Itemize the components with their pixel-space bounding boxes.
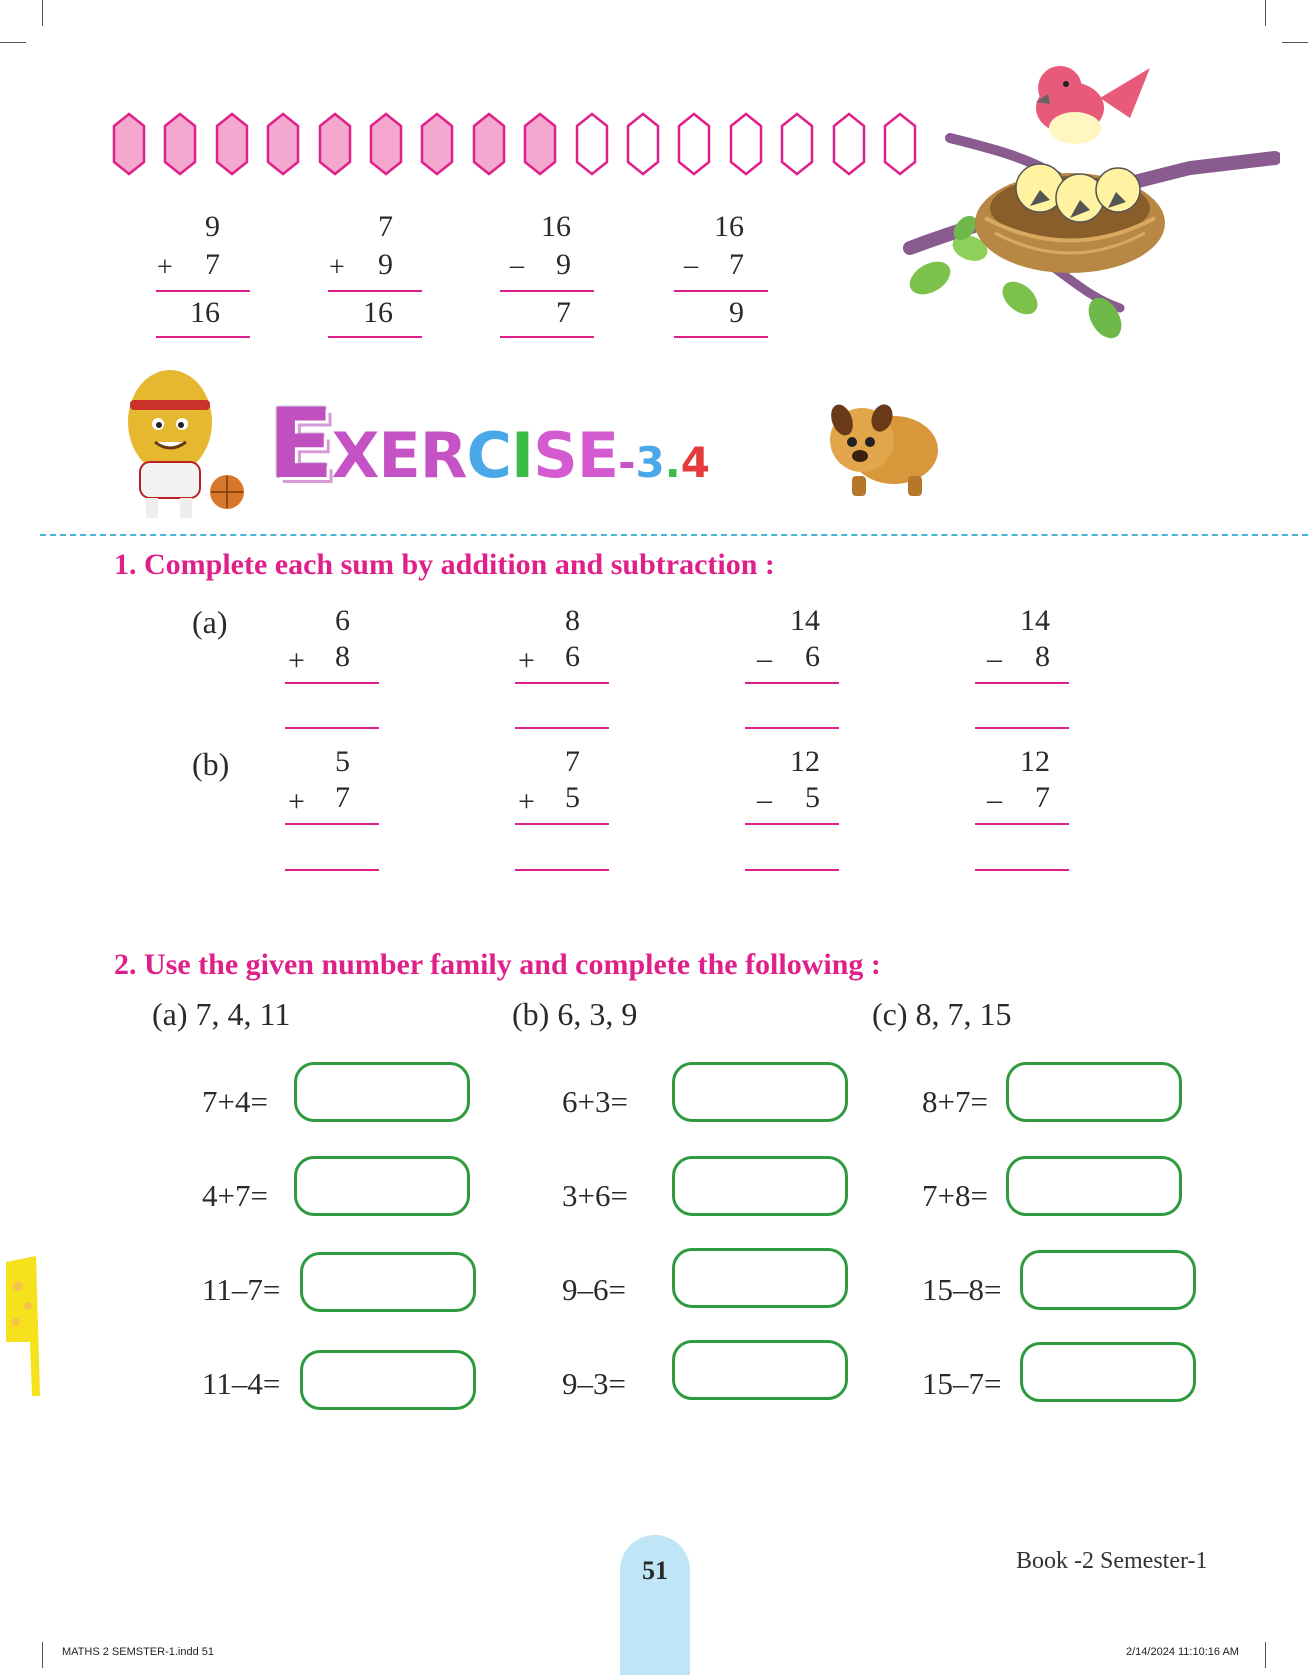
example-operator: –: [510, 250, 524, 281]
problem-line: [745, 682, 839, 684]
crop-mark: [1282, 42, 1308, 43]
dog-toy-icon: [822, 398, 942, 503]
example-line: [674, 290, 768, 292]
problem-top: 6: [335, 604, 350, 637]
equation-label: 11–4=: [202, 1366, 281, 1401]
example-bottom: 7: [729, 248, 744, 281]
exercise-title-letter: E: [378, 419, 420, 492]
mascot-character-icon: [110, 362, 245, 522]
answer-line[interactable]: [975, 727, 1069, 729]
example-result: 16: [363, 296, 393, 329]
exercise-number-part: -: [618, 438, 636, 487]
crop-mark: [1265, 1642, 1266, 1668]
hexagon-empty: [832, 112, 866, 176]
answer-box[interactable]: [294, 1156, 470, 1216]
side-tab-icon: [6, 1256, 42, 1396]
problem-top: 14: [1020, 604, 1050, 637]
answer-line[interactable]: [745, 727, 839, 729]
problem-bottom: 5: [805, 781, 820, 814]
equation-label: 11–7=: [202, 1272, 281, 1307]
hexagon-empty: [575, 112, 609, 176]
problem-top: 14: [790, 604, 820, 637]
crop-mark: [0, 42, 26, 43]
example-line: [156, 290, 250, 292]
example-operator: +: [329, 252, 345, 283]
equation-label: 9–6=: [562, 1272, 626, 1307]
hexagon-filled: [215, 112, 249, 176]
answer-box[interactable]: [672, 1062, 848, 1122]
problem-top: 8: [565, 604, 580, 637]
example-top: 16: [714, 210, 744, 243]
problem-operator: –: [757, 642, 772, 675]
answer-line[interactable]: [515, 869, 609, 871]
bird-nest-illustration: [890, 48, 1280, 358]
answer-box[interactable]: [1020, 1342, 1196, 1402]
hexagon-filled: [420, 112, 454, 176]
equation-label: 8+7=: [922, 1084, 988, 1119]
exercise-number-part: 3: [635, 438, 665, 487]
crop-mark: [42, 1642, 43, 1668]
problem-line: [285, 682, 379, 684]
equation-label: 7+8=: [922, 1178, 988, 1213]
exercise-title-letter: S: [533, 419, 577, 492]
example-line: [500, 336, 594, 338]
footer-file-info: MATHS 2 SEMSTER-1.indd 51: [62, 1646, 215, 1658]
problem-bottom: 8: [1035, 640, 1050, 673]
problem-line: [515, 682, 609, 684]
problem-operator: +: [288, 785, 305, 818]
hexagon-filled: [112, 112, 146, 176]
answer-line[interactable]: [285, 869, 379, 871]
hexagon-empty: [626, 112, 660, 176]
answer-box[interactable]: [1020, 1250, 1196, 1310]
hexagon-filled: [266, 112, 300, 176]
hexagon-filled: [318, 112, 352, 176]
exercise-title-letter: C: [466, 419, 512, 492]
example-line: [674, 336, 768, 338]
problem-operator: –: [987, 642, 1002, 675]
problem-bottom: 6: [805, 640, 820, 673]
problem-top: 5: [335, 745, 350, 778]
equation-label: 3+6=: [562, 1178, 628, 1213]
problem-bottom: 7: [335, 781, 350, 814]
example-result: 7: [556, 296, 571, 329]
example-bottom: 9: [378, 248, 393, 281]
family-label-b: (b) 6, 3, 9: [512, 996, 638, 1032]
equation-label: 15–7=: [922, 1366, 1002, 1401]
exercise-title-initial: E: [268, 388, 332, 500]
exercise-title-letter: X: [331, 419, 379, 492]
problem-bottom: 8: [335, 640, 350, 673]
section-divider: [40, 534, 1308, 536]
answer-line[interactable]: [515, 727, 609, 729]
hexagon-empty: [780, 112, 814, 176]
hexagon-empty: [729, 112, 763, 176]
equation-label: 9–3=: [562, 1366, 626, 1401]
problem-bottom: 7: [1035, 781, 1050, 814]
equation-label: 15–8=: [922, 1272, 1002, 1307]
exercise-number-part: .: [664, 438, 681, 487]
answer-box[interactable]: [672, 1248, 848, 1308]
example-bottom: 9: [556, 248, 571, 281]
crop-mark: [42, 0, 43, 26]
page-number: 51: [642, 1556, 668, 1585]
equation-label: 4+7=: [202, 1178, 268, 1213]
family-label-a: (a) 7, 4, 11: [152, 996, 291, 1032]
answer-box[interactable]: [294, 1062, 470, 1122]
answer-line[interactable]: [975, 869, 1069, 871]
question-1-heading: 1. Complete each sum by addition and subtraction :: [114, 548, 775, 581]
example-result: 9: [729, 296, 744, 329]
example-line: [328, 290, 422, 292]
problem-top: 12: [1020, 745, 1050, 778]
problem-bottom: 6: [565, 640, 580, 673]
problem-operator: –: [757, 783, 772, 816]
problem-line: [745, 823, 839, 825]
problem-line: [515, 823, 609, 825]
exercise-title-letter: I: [511, 419, 534, 492]
example-top: 16: [541, 210, 571, 243]
answer-box[interactable]: [1006, 1062, 1182, 1122]
problem-line: [975, 823, 1069, 825]
hexagon-filled: [523, 112, 557, 176]
example-line: [156, 336, 250, 338]
question-2-heading: 2. Use the given number family and complete the following :: [114, 948, 881, 981]
row-label-b: (b): [192, 746, 230, 782]
equation-label: 7+4=: [202, 1084, 268, 1119]
row-label-a: (a): [192, 604, 228, 640]
exercise-title-letter: E: [576, 419, 619, 492]
problem-operator: +: [288, 644, 305, 677]
problem-line: [285, 823, 379, 825]
example-bottom: 7: [205, 248, 220, 281]
example-operator: –: [684, 250, 698, 281]
example-top: 7: [378, 210, 393, 243]
problem-top: 12: [790, 745, 820, 778]
answer-line[interactable]: [745, 869, 839, 871]
answer-box[interactable]: [672, 1340, 848, 1400]
answer-box[interactable]: [300, 1252, 476, 1312]
problem-operator: –: [987, 783, 1002, 816]
problem-line: [975, 682, 1069, 684]
answer-box[interactable]: [672, 1156, 848, 1216]
problem-bottom: 5: [565, 781, 580, 814]
answer-box[interactable]: [300, 1350, 476, 1410]
example-operator: +: [157, 252, 173, 283]
exercise-number-part: 4: [680, 438, 710, 487]
example-result: 16: [190, 296, 220, 329]
hexagon-strip: [112, 112, 922, 176]
example-top: 9: [205, 210, 220, 243]
answer-line[interactable]: [285, 727, 379, 729]
hexagon-filled: [163, 112, 197, 176]
answer-box[interactable]: [1006, 1156, 1182, 1216]
hexagon-filled: [369, 112, 403, 176]
footer-timestamp: 2/14/2024 11:10:16 AM: [1126, 1646, 1239, 1658]
family-label-c: (c) 8, 7, 15: [872, 996, 1012, 1032]
crop-mark: [1265, 0, 1266, 26]
hexagon-empty: [677, 112, 711, 176]
hexagon-filled: [472, 112, 506, 176]
example-line: [328, 336, 422, 338]
book-label: Book -2 Semester-1: [1016, 1548, 1208, 1574]
problem-top: 7: [565, 745, 580, 778]
example-line: [500, 290, 594, 292]
problem-operator: +: [518, 644, 535, 677]
exercise-title-letter: R: [419, 419, 467, 492]
problem-operator: +: [518, 785, 535, 818]
exercise-title: [268, 388, 710, 500]
equation-label: 6+3=: [562, 1084, 628, 1119]
